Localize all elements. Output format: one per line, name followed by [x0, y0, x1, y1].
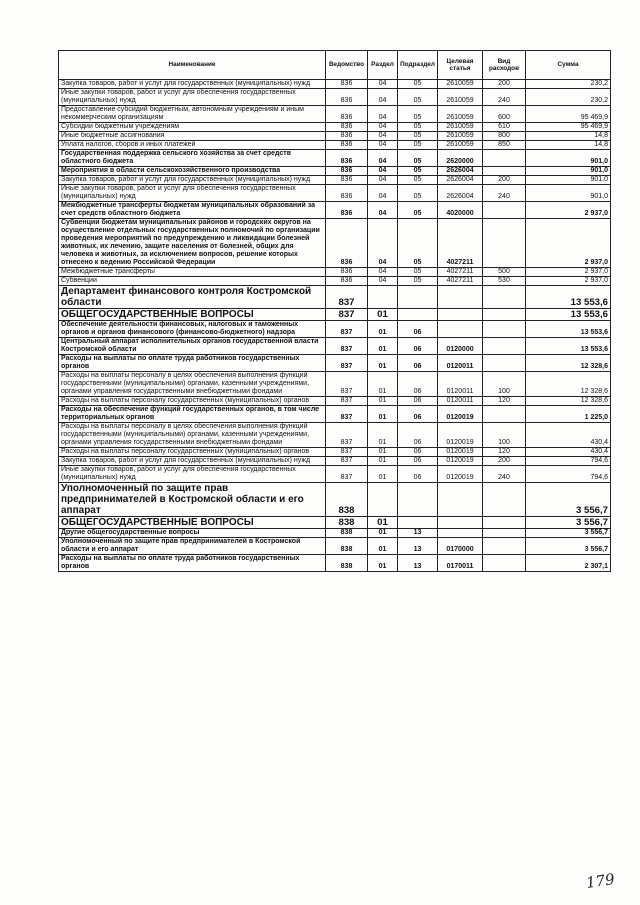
table-row — [59, 517, 611, 529]
table-row — [59, 286, 611, 309]
row-sum: 3 556,7 — [526, 538, 611, 555]
row-section: 01 — [368, 355, 398, 372]
header-target: Целевая статья — [438, 51, 483, 80]
row-section: 01 — [368, 406, 398, 423]
table-row — [59, 106, 611, 123]
row-dept: 836 — [326, 150, 368, 167]
row-target: 0170000 — [438, 538, 483, 555]
row-subsection: 05 — [398, 167, 438, 176]
row-section: 01 — [368, 555, 398, 572]
row-name: Расходы на выплаты персоналу в целях обеспечения выполнения функций государственными (муниципальными) органами, казенными учреждениями, органами управления государственными внебюджетными фондами — [59, 372, 326, 397]
row-sum: 430,4 — [526, 423, 611, 448]
row-dept: 838 — [326, 517, 368, 529]
row-section: 01 — [368, 423, 398, 448]
row-subsection: 06 — [398, 372, 438, 397]
row-sum: 2 937,0 — [526, 268, 611, 277]
row-subsection: 06 — [398, 355, 438, 372]
row-exptype: 500 — [483, 268, 526, 277]
row-exptype: 100 — [483, 372, 526, 397]
table-row — [59, 457, 611, 466]
row-section: 04 — [368, 141, 398, 150]
table-row — [59, 338, 611, 355]
table-row — [59, 406, 611, 423]
row-target: 2610059 — [438, 141, 483, 150]
row-subsection — [398, 286, 438, 309]
row-dept: 836 — [326, 132, 368, 141]
row-exptype: 200 — [483, 457, 526, 466]
table-row — [59, 202, 611, 219]
row-dept: 838 — [326, 555, 368, 572]
row-dept: 836 — [326, 89, 368, 106]
row-dept: 838 — [326, 483, 368, 517]
row-section: 04 — [368, 185, 398, 202]
row-section: 01 — [368, 517, 398, 529]
row-name: Уполномоченный по защите прав предпринимателей в Костромской области и его аппарат — [59, 483, 326, 517]
row-subsection: 13 — [398, 555, 438, 572]
row-subsection: 13 — [398, 538, 438, 555]
row-subsection: 05 — [398, 219, 438, 268]
row-exptype: 120 — [483, 397, 526, 406]
row-sum: 901,0 — [526, 176, 611, 185]
row-section: 04 — [368, 176, 398, 185]
row-target: 0170011 — [438, 555, 483, 572]
row-name: Расходы на выплаты персоналу государственных (муниципальных) органов — [59, 397, 326, 406]
row-dept: 836 — [326, 202, 368, 219]
row-sum: 3 556,7 — [526, 483, 611, 517]
row-section: 04 — [368, 89, 398, 106]
row-section — [368, 286, 398, 309]
row-dept: 836 — [326, 80, 368, 89]
row-section: 04 — [368, 167, 398, 176]
row-target — [438, 286, 483, 309]
header-section: Раздел — [368, 51, 398, 80]
row-name: Другие общегосударственные вопросы — [59, 529, 326, 538]
row-exptype: 240 — [483, 466, 526, 483]
row-dept: 837 — [326, 457, 368, 466]
row-name: Межбюджетные трансферты — [59, 268, 326, 277]
row-section: 04 — [368, 219, 398, 268]
row-dept: 836 — [326, 123, 368, 132]
row-subsection: 06 — [398, 406, 438, 423]
row-name: Иные закупки товаров, работ и услуг для обеспечения государственных (муниципальных) нужд — [59, 89, 326, 106]
table-row — [59, 483, 611, 517]
table-row — [59, 132, 611, 141]
row-target — [438, 529, 483, 538]
row-subsection: 05 — [398, 202, 438, 219]
row-section: 01 — [368, 538, 398, 555]
row-exptype: 600 — [483, 106, 526, 123]
row-target: 4027211 — [438, 277, 483, 286]
row-target: 0120011 — [438, 372, 483, 397]
row-target: 2610059 — [438, 80, 483, 89]
row-dept: 837 — [326, 338, 368, 355]
row-target: 0120000 — [438, 338, 483, 355]
row-name: Уплата налогов, сборов и иных платежей — [59, 141, 326, 150]
row-subsection: 05 — [398, 106, 438, 123]
row-dept: 837 — [326, 423, 368, 448]
row-section — [368, 483, 398, 517]
row-subsection: 06 — [398, 321, 438, 338]
row-name: Департамент финансового контроля Костромской области — [59, 286, 326, 309]
row-sum: 3 556,7 — [526, 517, 611, 529]
row-subsection: 05 — [398, 268, 438, 277]
table-body — [59, 80, 611, 572]
row-target: 2626004 — [438, 176, 483, 185]
row-section: 04 — [368, 80, 398, 89]
row-name: Уполномоченный по защите прав предпринимателей в Костромской области и его аппарат — [59, 538, 326, 555]
row-sum: 230,2 — [526, 89, 611, 106]
row-dept: 836 — [326, 219, 368, 268]
row-name: ОБЩЕГОСУДАРСТВЕННЫЕ ВОПРОСЫ — [59, 309, 326, 321]
table-row — [59, 123, 611, 132]
row-subsection: 05 — [398, 277, 438, 286]
table-row — [59, 529, 611, 538]
row-exptype — [483, 219, 526, 268]
row-dept: 838 — [326, 538, 368, 555]
row-name: Расходы на обеспечение функций государственных органов, в том числе территориальных органов — [59, 406, 326, 423]
row-section: 01 — [368, 457, 398, 466]
row-dept: 837 — [326, 448, 368, 457]
row-sum: 901,0 — [526, 167, 611, 176]
row-exptype: 100 — [483, 423, 526, 448]
row-exptype — [483, 483, 526, 517]
row-name: Центральный аппарат исполнительных органов государственной власти Костромской области — [59, 338, 326, 355]
row-target: 2610059 — [438, 123, 483, 132]
row-exptype — [483, 286, 526, 309]
table-row — [59, 555, 611, 572]
table-row — [59, 309, 611, 321]
row-exptype — [483, 338, 526, 355]
row-name: Иные закупки товаров, работ и услуг для обеспечения государственных (муниципальных) нужд — [59, 185, 326, 202]
header-subsection: Подраздел — [398, 51, 438, 80]
row-sum: 1 225,0 — [526, 406, 611, 423]
row-section: 01 — [368, 448, 398, 457]
row-exptype — [483, 150, 526, 167]
row-sum: 13 553,6 — [526, 286, 611, 309]
table-row — [59, 80, 611, 89]
row-exptype — [483, 555, 526, 572]
row-name: Обеспечение деятельности финансовых, налоговых и таможенных органов и органов финансового (финансово-бюджетного) надзора — [59, 321, 326, 338]
row-dept: 838 — [326, 529, 368, 538]
header-exptype: Вид расходов — [483, 51, 526, 80]
row-exptype — [483, 309, 526, 321]
row-sum: 95 469,9 — [526, 123, 611, 132]
row-exptype: 240 — [483, 89, 526, 106]
row-target: 0120011 — [438, 355, 483, 372]
row-subsection: 05 — [398, 132, 438, 141]
row-sum: 13 553,6 — [526, 309, 611, 321]
row-section: 01 — [368, 309, 398, 321]
row-exptype: 800 — [483, 132, 526, 141]
row-sum: 230,2 — [526, 80, 611, 89]
row-exptype — [483, 538, 526, 555]
row-section: 01 — [368, 338, 398, 355]
row-sum: 14,8 — [526, 132, 611, 141]
row-section: 01 — [368, 466, 398, 483]
row-name: Мероприятия в области сельскохозяйственного производства — [59, 167, 326, 176]
row-dept: 837 — [326, 406, 368, 423]
row-dept: 836 — [326, 167, 368, 176]
table-row — [59, 167, 611, 176]
row-dept: 837 — [326, 372, 368, 397]
row-sum: 13 553,6 — [526, 321, 611, 338]
row-name: Расходы на выплаты по оплате труда работников государственных органов — [59, 555, 326, 572]
row-subsection: 05 — [398, 89, 438, 106]
row-target: 0120019 — [438, 448, 483, 457]
table-row — [59, 466, 611, 483]
row-target — [438, 321, 483, 338]
row-subsection: 13 — [398, 529, 438, 538]
row-target: 0120019 — [438, 457, 483, 466]
table-row — [59, 277, 611, 286]
row-exptype: 240 — [483, 185, 526, 202]
row-target: 0120019 — [438, 423, 483, 448]
row-name: Государственная поддержка сельского хозяйства за счет средств областного бюджета — [59, 150, 326, 167]
row-section: 04 — [368, 268, 398, 277]
row-exptype — [483, 167, 526, 176]
row-exptype: 530 — [483, 277, 526, 286]
table-row — [59, 89, 611, 106]
row-subsection: 05 — [398, 80, 438, 89]
row-target: 0120019 — [438, 406, 483, 423]
row-subsection — [398, 483, 438, 517]
row-exptype: 200 — [483, 80, 526, 89]
row-subsection: 06 — [398, 457, 438, 466]
row-section: 01 — [368, 397, 398, 406]
row-sum: 901,0 — [526, 185, 611, 202]
row-name: Иные закупки товаров, работ и услуг для обеспечения государственных (муниципальных) нужд — [59, 466, 326, 483]
row-name: Предоставление субсидий бюджетным, автономным учреждениям и иным некоммерческим организациям — [59, 106, 326, 123]
row-target — [438, 309, 483, 321]
row-name: Субсидии бюджетным учреждениям — [59, 123, 326, 132]
row-name: Закупка товаров, работ и услуг для государственных (муниципальных) нужд — [59, 457, 326, 466]
table-header-row — [59, 51, 611, 80]
row-name: Закупка товаров, работ и услуг для государственных (муниципальных) нужд — [59, 80, 326, 89]
row-exptype: 850 — [483, 141, 526, 150]
row-subsection: 06 — [398, 338, 438, 355]
row-subsection — [398, 517, 438, 529]
row-section: 04 — [368, 123, 398, 132]
row-subsection: 05 — [398, 185, 438, 202]
table-row — [59, 185, 611, 202]
row-name: Расходы на выплаты персоналу государственных (муниципальных) органов — [59, 448, 326, 457]
row-dept: 837 — [326, 466, 368, 483]
row-target: 0120019 — [438, 466, 483, 483]
row-section: 04 — [368, 132, 398, 141]
row-name: ОБЩЕГОСУДАРСТВЕННЫЕ ВОПРОСЫ — [59, 517, 326, 529]
row-sum: 2 937,0 — [526, 277, 611, 286]
row-sum: 2 937,0 — [526, 219, 611, 268]
table-row — [59, 355, 611, 372]
row-section: 01 — [368, 372, 398, 397]
row-sum: 12 328,6 — [526, 355, 611, 372]
table-row — [59, 268, 611, 277]
row-sum: 2 937,0 — [526, 202, 611, 219]
row-sum: 3 556,7 — [526, 529, 611, 538]
row-name: Субвенции бюджетам муниципальных районов и городских округов на осуществление отдельных государственных полномочий по организации проведения мероприятий по предупреждению и ликвидации болезней животных, их лечению, защите населения от болезней, общих для человека и животных, за исключением вопросов, решение которых отнесено к ведению Российской Федерации — [59, 219, 326, 268]
row-sum: 12 328,6 — [526, 372, 611, 397]
row-exptype — [483, 321, 526, 338]
row-name: Закупка товаров, работ и услуг для государственных (муниципальных) нужд — [59, 176, 326, 185]
row-section: 04 — [368, 277, 398, 286]
row-subsection: 05 — [398, 176, 438, 185]
row-dept: 836 — [326, 176, 368, 185]
header-sum: Сумма — [526, 51, 611, 80]
row-exptype: 120 — [483, 448, 526, 457]
row-subsection — [398, 309, 438, 321]
row-dept: 836 — [326, 268, 368, 277]
row-dept: 837 — [326, 321, 368, 338]
table-row — [59, 141, 611, 150]
row-dept: 837 — [326, 355, 368, 372]
row-subsection: 06 — [398, 448, 438, 457]
table-row — [59, 423, 611, 448]
row-sum: 14,8 — [526, 141, 611, 150]
row-sum: 2 307,1 — [526, 555, 611, 572]
row-name: Субвенции — [59, 277, 326, 286]
row-section: 04 — [368, 202, 398, 219]
row-name: Расходы на выплаты по оплате труда работников государственных органов — [59, 355, 326, 372]
row-dept: 836 — [326, 277, 368, 286]
row-section: 01 — [368, 529, 398, 538]
row-section: 04 — [368, 106, 398, 123]
row-sum: 13 553,6 — [526, 338, 611, 355]
row-target: 4027211 — [438, 219, 483, 268]
row-sum: 794,6 — [526, 457, 611, 466]
row-section: 04 — [368, 150, 398, 167]
row-target: 2610059 — [438, 89, 483, 106]
row-name: Расходы на выплаты персоналу в целях обеспечения выполнения функций государственными (муниципальными) органами, казенными учреждениями, органами управления государственными внебюджетными фондами — [59, 423, 326, 448]
row-sum: 95 469,9 — [526, 106, 611, 123]
budget-table — [58, 50, 611, 572]
row-target: 4020000 — [438, 202, 483, 219]
row-exptype — [483, 529, 526, 538]
row-target: 2610059 — [438, 106, 483, 123]
row-subsection: 05 — [398, 150, 438, 167]
table-row — [59, 150, 611, 167]
row-subsection: 06 — [398, 423, 438, 448]
row-dept: 837 — [326, 397, 368, 406]
table-row — [59, 176, 611, 185]
table-row — [59, 448, 611, 457]
row-section: 01 — [368, 321, 398, 338]
row-dept: 836 — [326, 141, 368, 150]
row-dept: 837 — [326, 286, 368, 309]
row-subsection: 05 — [398, 141, 438, 150]
row-name: Межбюджетные трансферты бюджетам муниципальных образований за счет средств областного бюджета — [59, 202, 326, 219]
row-dept: 836 — [326, 106, 368, 123]
row-target: 2620000 — [438, 150, 483, 167]
row-target — [438, 483, 483, 517]
table-row — [59, 397, 611, 406]
table-row — [59, 372, 611, 397]
table-row — [59, 219, 611, 268]
row-dept: 836 — [326, 185, 368, 202]
header-dept: Ведомство — [326, 51, 368, 80]
row-subsection: 06 — [398, 466, 438, 483]
row-target — [438, 517, 483, 529]
row-subsection: 06 — [398, 397, 438, 406]
row-exptype — [483, 517, 526, 529]
row-sum: 901,0 — [526, 150, 611, 167]
row-sum: 430,4 — [526, 448, 611, 457]
row-dept: 837 — [326, 309, 368, 321]
row-exptype — [483, 406, 526, 423]
row-target: 0120011 — [438, 397, 483, 406]
row-exptype — [483, 202, 526, 219]
row-exptype: 200 — [483, 176, 526, 185]
row-target: 2626004 — [438, 185, 483, 202]
row-exptype — [483, 355, 526, 372]
row-exptype: 610 — [483, 123, 526, 132]
row-sum: 794,6 — [526, 466, 611, 483]
row-target: 4027211 — [438, 268, 483, 277]
row-target: 2626004 — [438, 167, 483, 176]
page-number: 179 — [584, 870, 616, 892]
table-row — [59, 538, 611, 555]
row-sum: 12 328,6 — [526, 397, 611, 406]
row-subsection: 05 — [398, 123, 438, 132]
header-name: Наименование — [59, 51, 326, 80]
row-target: 2610059 — [438, 132, 483, 141]
row-name: Иные бюджетные ассигнования — [59, 132, 326, 141]
table-row — [59, 321, 611, 338]
